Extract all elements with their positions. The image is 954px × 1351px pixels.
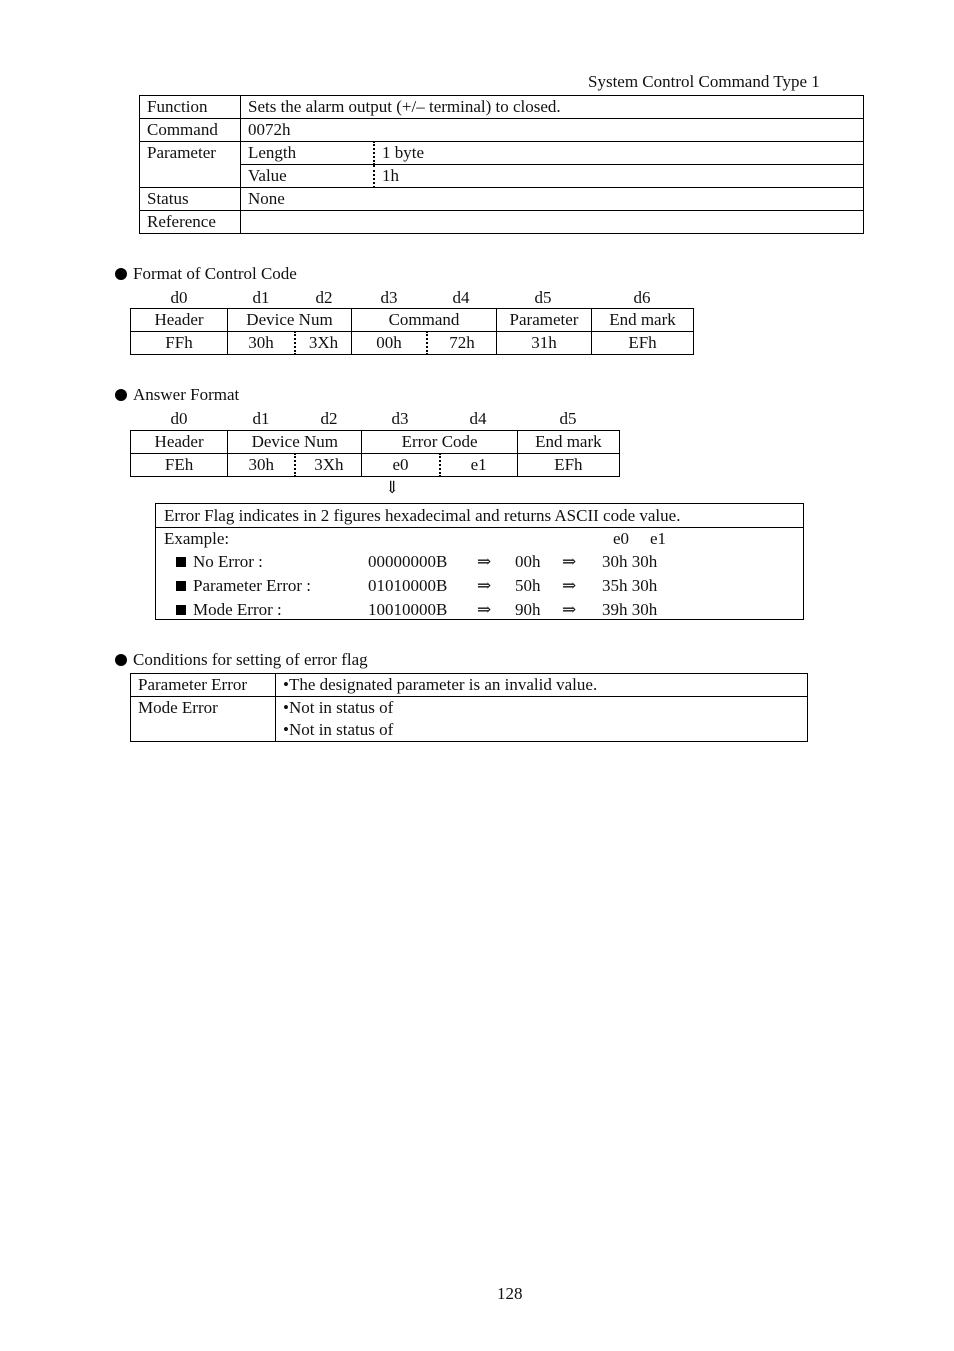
reference-value (241, 211, 864, 234)
cc-value-d2: 3Xh (295, 332, 352, 355)
page-number: 128 (497, 1284, 523, 1303)
af-value-d4: e1 (440, 454, 518, 477)
example-col-e0: e0 (613, 529, 630, 548)
cc-dlabel-2: d2 (315, 288, 333, 307)
cc-value-d6: EFh (592, 332, 694, 355)
cc-dlabel-6: d6 (633, 288, 651, 307)
down-arrow-icon: ⇓ (385, 478, 400, 497)
bullet-icon (115, 268, 127, 280)
example-label: Example: (164, 529, 230, 548)
right-arrow-icon: ⇒ (562, 600, 577, 619)
error-row-binary: 00000000B (368, 552, 448, 571)
af-header-header: Header (131, 431, 228, 454)
conditions-heading (115, 649, 368, 671)
af-header-device-num: Device Num (228, 431, 362, 454)
bullet-icon (115, 389, 127, 401)
function-value: Sets the alarm output (+/– terminal) to closed. (241, 96, 864, 119)
cc-dlabel-3: d3 (380, 288, 398, 307)
parameter-label: Parameter (140, 142, 241, 188)
length-value: 1 byte (374, 142, 864, 165)
cc-value-d0: FFh (131, 332, 228, 355)
cc-dlabel-4: d4 (452, 288, 470, 307)
cc-dlabel-1: d1 (252, 288, 270, 307)
af-dlabel-5: d5 (559, 409, 577, 428)
cc-header-command: Command (352, 309, 497, 332)
error-row-label-text: Mode Error : (193, 600, 282, 619)
cc-dlabel-5: d5 (534, 288, 552, 307)
right-arrow-icon: ⇒ (477, 552, 492, 571)
error-row-label (176, 551, 263, 573)
reference-label: Reference (140, 211, 241, 234)
af-value-d1: 30h (228, 454, 296, 477)
af-dlabel-3: d3 (391, 409, 409, 428)
command-value: 0072h (241, 119, 864, 142)
cond-param-label: Parameter Error (131, 674, 276, 697)
answer-format-heading-text: Answer Format (133, 385, 240, 404)
cond-mode-text (276, 697, 808, 742)
answer-format-table (130, 430, 620, 477)
af-value-d3: e0 (362, 454, 440, 477)
error-row-hex: 50h (515, 576, 541, 595)
error-flag-box (155, 503, 804, 620)
error-row-ascii: 30h 30h (602, 552, 658, 571)
value-value: 1h (374, 165, 864, 188)
control-code-table (130, 308, 694, 355)
error-row-binary: 01010000B (368, 576, 448, 595)
error-row-ascii: 35h 30h (602, 576, 658, 595)
af-value-d5: EFh (517, 454, 619, 477)
command-label: Command (140, 119, 241, 142)
cond-mode-label: Mode Error (131, 697, 276, 742)
error-row-hex: 00h (515, 552, 541, 571)
value-label: Value (241, 165, 375, 188)
cc-header-device-num: Device Num (228, 309, 352, 332)
cond-mode-line-2: •Not in status of (283, 720, 394, 739)
cond-mode-line-1: •Not in status of (283, 698, 394, 717)
right-arrow-icon: ⇒ (477, 576, 492, 595)
conditions-table (130, 673, 808, 742)
cc-value-d1: 30h (228, 332, 296, 355)
square-bullet-icon (176, 557, 186, 567)
af-header-end-mark: End mark (517, 431, 619, 454)
error-row-label-text: Parameter Error : (193, 576, 311, 595)
error-row-label (176, 599, 282, 621)
error-row-label-text: No Error : (193, 552, 263, 571)
error-row-hex: 90h (515, 600, 541, 619)
right-arrow-icon: ⇒ (562, 552, 577, 571)
error-row-binary: 10010000B (368, 600, 448, 619)
square-bullet-icon (176, 605, 186, 615)
square-bullet-icon (176, 581, 186, 591)
conditions-heading-text: Conditions for setting of error flag (133, 650, 368, 669)
cc-dlabel-0: d0 (170, 288, 188, 307)
af-value-d0: FEh (131, 454, 228, 477)
right-arrow-icon: ⇒ (562, 576, 577, 595)
status-label: Status (140, 188, 241, 211)
af-header-error-code: Error Code (362, 431, 517, 454)
error-flag-description: Error Flag indicates in 2 figures hexadecimal and returns ASCII code value. (156, 504, 803, 528)
right-arrow-icon: ⇒ (477, 600, 492, 619)
af-dlabel-0: d0 (170, 409, 188, 428)
status-value: None (241, 188, 864, 211)
af-dlabel-2: d2 (320, 409, 338, 428)
example-col-e1: e1 (650, 529, 667, 548)
page-header-title: System Control Command Type 1 (588, 72, 820, 91)
cc-header-end-mark: End mark (592, 309, 694, 332)
cc-value-d3: 00h (352, 332, 428, 355)
cc-value-d4: 72h (427, 332, 497, 355)
cc-header-parameter: Parameter (497, 309, 592, 332)
bullet-icon (115, 654, 127, 666)
af-value-d2: 3Xh (295, 454, 362, 477)
af-dlabel-4: d4 (469, 409, 487, 428)
command-spec-table (139, 95, 864, 234)
af-dlabel-1: d1 (252, 409, 270, 428)
function-label: Function (140, 96, 241, 119)
control-code-heading-text: Format of Control Code (133, 264, 297, 283)
cc-header-header: Header (131, 309, 228, 332)
cond-param-text: •The designated parameter is an invalid value. (276, 674, 808, 697)
error-row-ascii: 39h 30h (602, 600, 658, 619)
error-row-label (176, 575, 311, 597)
control-code-heading (115, 263, 297, 285)
answer-format-heading (115, 384, 239, 406)
length-label: Length (241, 142, 375, 165)
cc-value-d5: 31h (497, 332, 592, 355)
